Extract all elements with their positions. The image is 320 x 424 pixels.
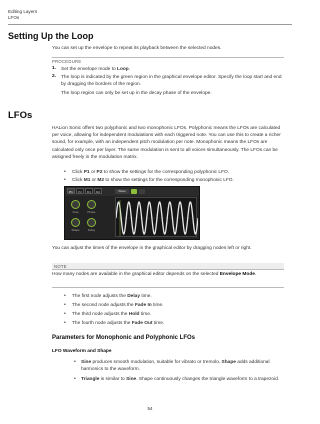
note-text-after: .	[254, 272, 257, 277]
heading-parameters: Parameters for Monophonic and Polyphonic LFOs	[52, 335, 196, 341]
step-1	[61, 66, 282, 73]
lfos-paragraph: HALion Sonic offers two polyphonic and two monophonic LFOs. Polyphonic means the LFOs are calculated per voice, allowing for independent modulations with each triggered note. You can use this to create a richer sound, for example, with an independent pitch modulation per note. Monophonic means the LFOs are calculated only once per layer. The same modulation is sent to all voices simultaneously. The LFOs can be assigned freely in the modulation matrix.	[52, 126, 281, 160]
param-sine	[81, 359, 282, 373]
header-section: LFOs	[8, 15, 20, 20]
heading-setting-up-loop: Setting Up the Loop	[8, 31, 94, 41]
param-sine-text: produces smooth modulation, suitable for vibrato or tremolo.	[91, 360, 222, 365]
bullet-mono-or: or	[90, 178, 98, 183]
param-triangle-text: is similar to	[99, 377, 127, 382]
step-number-1: 1.	[52, 66, 57, 71]
node-bullet-fade-in	[72, 302, 282, 309]
tab-p1[interactable]: P1	[67, 188, 75, 194]
sync-toggle[interactable]	[131, 189, 137, 194]
param-triangle-bold2: Sine	[126, 377, 137, 382]
delay-knob-label: Delay	[87, 228, 96, 232]
note-band	[52, 263, 284, 270]
bullet-poly-after: to show the settings for the corresponding polyphonic LFO.	[102, 170, 230, 175]
node-fadeout-bold: Fade Out	[131, 321, 153, 326]
freq-knob-label: Freq	[72, 210, 79, 214]
lfo-panel-toolbar	[65, 187, 199, 196]
freq-knob[interactable]	[71, 200, 80, 209]
step-2-note: The loop region can only be set up in the decay phase of the envelope.	[61, 91, 212, 96]
tab-p2[interactable]: P2	[76, 188, 84, 194]
node-bullet-hold	[72, 311, 282, 318]
bullet-dot: •	[64, 311, 66, 317]
param-sine-bold2: Shape	[221, 360, 236, 365]
node-fadeout-after: time.	[152, 321, 165, 326]
header-chapter: Editing Layers	[8, 9, 38, 14]
bullet-mono-text: Click	[72, 178, 84, 183]
delay-knob[interactable]	[87, 218, 96, 227]
node-hold-after: time.	[139, 312, 152, 317]
bullet-mono-m1: M1	[83, 178, 91, 183]
param-triangle	[81, 376, 282, 383]
lfo-panel-screenshot	[64, 186, 200, 240]
note-bold: Envelope Mode	[219, 272, 255, 277]
node-fadeout-before: The fourth node adjusts the	[72, 321, 132, 326]
phase-knob-label: Phase	[87, 210, 96, 214]
bullet-dot: •	[74, 376, 76, 382]
param-sine-bold: Sine	[81, 360, 92, 365]
lfo-waveform-display[interactable]	[115, 197, 197, 237]
bullet-dot: •	[64, 177, 66, 183]
param-triangle-text2: . Shape continuously changes the triangle waveform to a trapezoid.	[136, 377, 280, 382]
lfo-waveform-svg	[116, 198, 198, 238]
bullet-poly-or: or	[89, 170, 97, 175]
bullet-dot: •	[64, 169, 66, 175]
bullet-dot: •	[64, 293, 66, 299]
node-delay-before: The first node adjusts the	[72, 294, 128, 299]
bullet-poly-p1: P1	[83, 170, 90, 175]
retrigger-toggle[interactable]	[139, 189, 145, 194]
shape-knob[interactable]	[71, 218, 80, 227]
node-delay-after: time.	[140, 294, 152, 299]
page-number: 54	[147, 406, 153, 411]
bullet-poly-lfo	[72, 169, 282, 176]
node-hold-bold: Hold	[128, 312, 140, 317]
note-label: NOTE	[54, 264, 67, 269]
running-header	[8, 9, 37, 21]
shape-knob-label: Shape	[71, 228, 80, 232]
node-fadein-bold: Fade In	[134, 303, 152, 308]
bullet-dot: •	[74, 359, 76, 365]
node-bullet-delay	[72, 293, 282, 300]
node-hold-before: The third node adjusts the	[72, 312, 129, 317]
phase-knob[interactable]	[87, 200, 96, 209]
param-triangle-bold: Triangle	[81, 377, 100, 382]
bullet-mono-m2: M2	[97, 178, 105, 183]
after-image-text: You can adjust the times of the envelope in the graphical editor by dragging nodes left or right.	[52, 246, 252, 251]
bullet-poly-p2: P2	[96, 170, 103, 175]
bullet-dot: •	[64, 320, 66, 326]
procedure-label: PROCEDURE	[52, 59, 82, 64]
param-sine-text2: adds additional harmonics to the waveform.	[81, 360, 270, 373]
bullet-mono-lfo	[72, 177, 282, 184]
step-number-2: 2.	[52, 74, 57, 79]
node-fadein-before: The second node adjusts the	[72, 303, 135, 308]
node-delay-bold: Delay	[127, 294, 141, 299]
wave-mode-selector[interactable]: Wave	[115, 189, 129, 194]
header-rule	[8, 24, 292, 25]
note-text-before: How many nodes are available in the graphical editor depends on the selected	[52, 272, 220, 277]
bullet-mono-after: to show the settings for the corresponding monophonic LFO.	[104, 178, 234, 183]
step-1-text: Set the envelope mode to	[61, 67, 118, 72]
note-text	[52, 271, 284, 278]
bullet-poly-text: Click	[72, 170, 84, 175]
tab-m2[interactable]: M2	[95, 190, 101, 194]
tab-m1[interactable]: M1	[86, 190, 92, 194]
heading-waveform-shape: LFO Waveform and Shape	[52, 349, 112, 354]
loop-intro: You can set up the envelope to repeat its playback between the selected nodes.	[52, 46, 222, 51]
bullet-dot: •	[64, 302, 66, 308]
step-1-after: .	[128, 67, 131, 72]
step-1-bold: Loop	[117, 67, 129, 72]
heading-lfos: LFOs	[8, 110, 33, 121]
node-fadein-after: time.	[151, 303, 164, 308]
step-2-text: The loop is indicated by the green region in the graphical envelope editor. Specify the loop start and end by dragging the borders of the region.	[61, 75, 282, 88]
note-end-rule	[52, 287, 284, 288]
node-bullet-fade-out	[72, 320, 282, 327]
